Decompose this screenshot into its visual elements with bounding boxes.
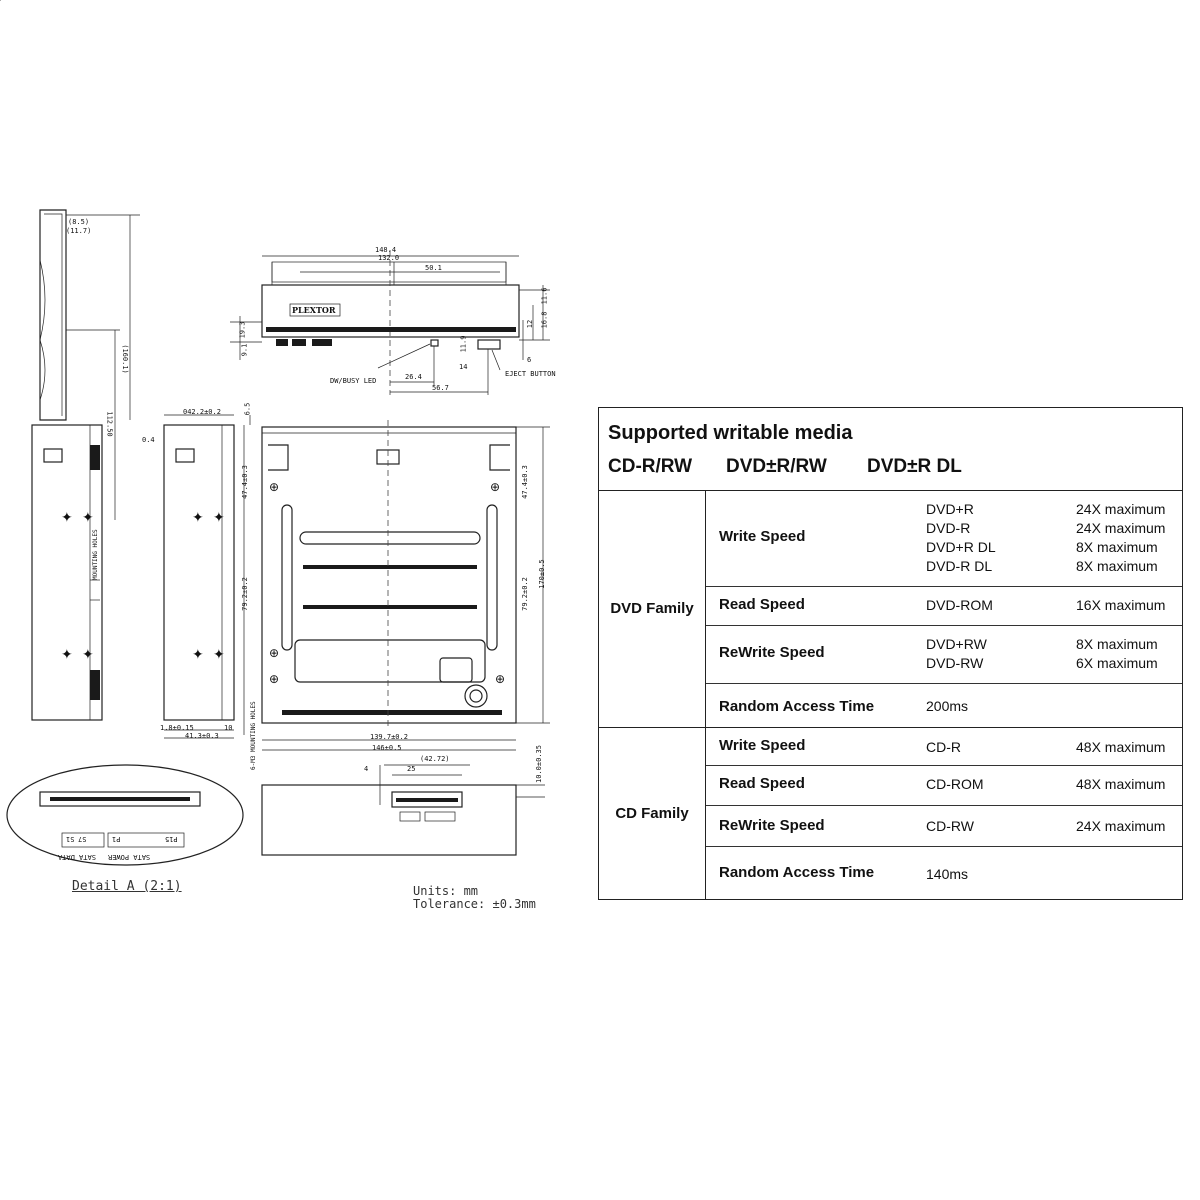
- media-dvd-dl: DVD±R DL: [867, 456, 962, 477]
- dim-label: 4: [364, 765, 369, 773]
- dim-label: 10: [224, 724, 233, 732]
- row-name: Read Speed: [719, 596, 805, 613]
- row-name: Read Speed: [719, 775, 805, 792]
- media-cell: 200ms: [926, 698, 969, 714]
- speed-cell: 24X maximum: [1076, 520, 1166, 536]
- row-name: Random Access Time: [719, 698, 875, 715]
- media-cd: CD-R/RW: [608, 456, 693, 477]
- dvd-read-row: [706, 587, 1182, 626]
- dim-label: 9.1: [240, 343, 249, 357]
- dim-label: 41.3±0.3: [185, 732, 219, 740]
- dim-label: 10.0±0.35: [534, 745, 543, 783]
- hole-marker: ✦: [61, 510, 73, 526]
- hole-marker: ⊕: [495, 672, 506, 686]
- dim-label: 25: [407, 765, 416, 773]
- spec-title: Supported writable media: [608, 422, 853, 444]
- dim-label: 1.8±0.15: [160, 724, 194, 732]
- row-name: Write Speed: [719, 737, 806, 754]
- speed-cell: 8X maximum: [1076, 636, 1158, 652]
- row-name: ReWrite Speed: [719, 817, 825, 834]
- spec-table: [598, 407, 1183, 900]
- dim-label: 148.4: [375, 246, 397, 254]
- dvd-write-row: [706, 490, 1182, 587]
- media-cell: DVD-RW: [926, 655, 984, 671]
- dim-label: 170±0.5: [537, 559, 546, 589]
- speed-cell: 16X maximum: [1076, 597, 1166, 613]
- eject-callout: EJECT BUTTON: [505, 370, 556, 378]
- media-dvd: DVD±R/RW: [726, 456, 827, 477]
- dvd-rewrite-row: [706, 626, 1182, 684]
- media-cell: DVD+R DL: [926, 539, 996, 555]
- detail-title: Detail A (2:1): [72, 879, 182, 894]
- dim-label: 56.7: [432, 384, 449, 392]
- tolerance-note: Tolerance: ±0.3mm: [413, 897, 536, 911]
- media-cell: CD-ROM: [926, 776, 984, 792]
- mounting-holes-callout: MOUNTING HOLES: [92, 529, 99, 580]
- connector-label: SATA POWER: [108, 853, 151, 861]
- hole-marker: ✦: [192, 647, 204, 663]
- connector-label: SATA DATA: [58, 853, 96, 861]
- media-cell: CD-R: [926, 739, 961, 755]
- dim-label: 26.4: [405, 373, 422, 381]
- hole-marker: ⊕: [269, 672, 280, 686]
- dim-label: 0.4: [142, 436, 155, 444]
- dim-label: 042.2±0.2: [183, 408, 221, 416]
- connector-label: P1: [112, 835, 121, 843]
- units-note: Units: mm: [413, 884, 479, 898]
- hole-marker: ✦: [61, 647, 73, 663]
- dim-label: 132.0: [378, 254, 400, 262]
- cd-access-row: [706, 847, 1182, 899]
- media-cell: DVD-R DL: [926, 558, 993, 574]
- dim-label: 139.7±0.2: [370, 733, 408, 741]
- hole-marker: ⊕: [490, 480, 501, 494]
- dvd-family-label: DVD Family: [599, 490, 706, 727]
- connector-label: S7: [78, 835, 87, 843]
- dim-label: 14: [459, 363, 468, 371]
- dim-label: 6: [527, 356, 532, 364]
- media-cell: DVD-R: [926, 520, 971, 536]
- spec-header: [599, 408, 1182, 491]
- brand-logo: PLEXTOR: [292, 305, 336, 315]
- dim-label: 47.4±0.3: [240, 465, 249, 499]
- dim-label: 50.1: [425, 264, 442, 272]
- dim-label: 47.4±0.3: [520, 465, 529, 499]
- dvd-access-row: [706, 684, 1182, 727]
- speed-cell: 24X maximum: [1076, 501, 1166, 517]
- m3-holes-callout: 6-M3 MOUNTING HOLES: [250, 701, 257, 770]
- media-cell: 140ms: [926, 866, 969, 882]
- dim-label: 79.2±0.2: [520, 577, 529, 611]
- speed-cell: 6X maximum: [1076, 655, 1158, 671]
- cd-write-row: [706, 728, 1182, 766]
- hole-marker: ⊕: [269, 646, 280, 660]
- hole-marker: ✦: [213, 647, 225, 663]
- media-cell: CD-RW: [926, 818, 974, 834]
- hole-marker: ✦: [82, 647, 94, 663]
- connector-label: S1: [66, 835, 75, 843]
- speed-cell: 8X maximum: [1076, 558, 1158, 574]
- dim-label: 112.50: [105, 411, 114, 437]
- dim-label: (8.5): [68, 218, 90, 226]
- bottom-view: [262, 420, 550, 750]
- dim-label: (42.72): [420, 755, 450, 763]
- row-name: ReWrite Speed: [719, 644, 825, 661]
- led-callout: DW/BUSY LED: [330, 377, 377, 385]
- cd-family-label: CD Family: [599, 728, 706, 899]
- dim-label: 146±0.5: [372, 744, 402, 752]
- dim-label: 79.2±0.2: [240, 577, 249, 611]
- cd-rewrite-row: [706, 806, 1182, 847]
- row-name: Random Access Time: [719, 864, 875, 881]
- hole-marker: ✦: [192, 510, 204, 526]
- detail-a: [7, 765, 243, 865]
- rear-view: [262, 765, 545, 855]
- dim-label: (11.7): [66, 227, 92, 235]
- right-side-view: [164, 415, 250, 738]
- dim-label: 12: [526, 319, 535, 329]
- dim-label: 11.9: [459, 335, 468, 353]
- hole-marker: ⊕: [269, 480, 280, 494]
- dim-label: 6.5: [243, 402, 252, 416]
- media-cell: DVD+R: [926, 501, 974, 517]
- speed-cell: 48X maximum: [1076, 776, 1166, 792]
- speed-cell: 48X maximum: [1076, 739, 1166, 755]
- dim-label: 16.8: [540, 311, 549, 329]
- speed-cell: 24X maximum: [1076, 818, 1166, 834]
- hole-marker: ✦: [213, 510, 225, 526]
- cd-read-row: [706, 766, 1182, 806]
- speed-cell: 8X maximum: [1076, 539, 1158, 555]
- left-side-view: [32, 210, 140, 720]
- connector-label: P15: [165, 835, 178, 843]
- dim-label: (160.1): [120, 344, 129, 374]
- front-view: [0, 0, 550, 395]
- media-cell: DVD-ROM: [926, 597, 993, 613]
- dim-label: 11.6: [540, 287, 549, 305]
- row-name: Write Speed: [719, 528, 806, 545]
- dim-label: 19.3: [238, 321, 247, 339]
- hole-marker: ✦: [82, 510, 94, 526]
- media-cell: DVD+RW: [926, 636, 987, 652]
